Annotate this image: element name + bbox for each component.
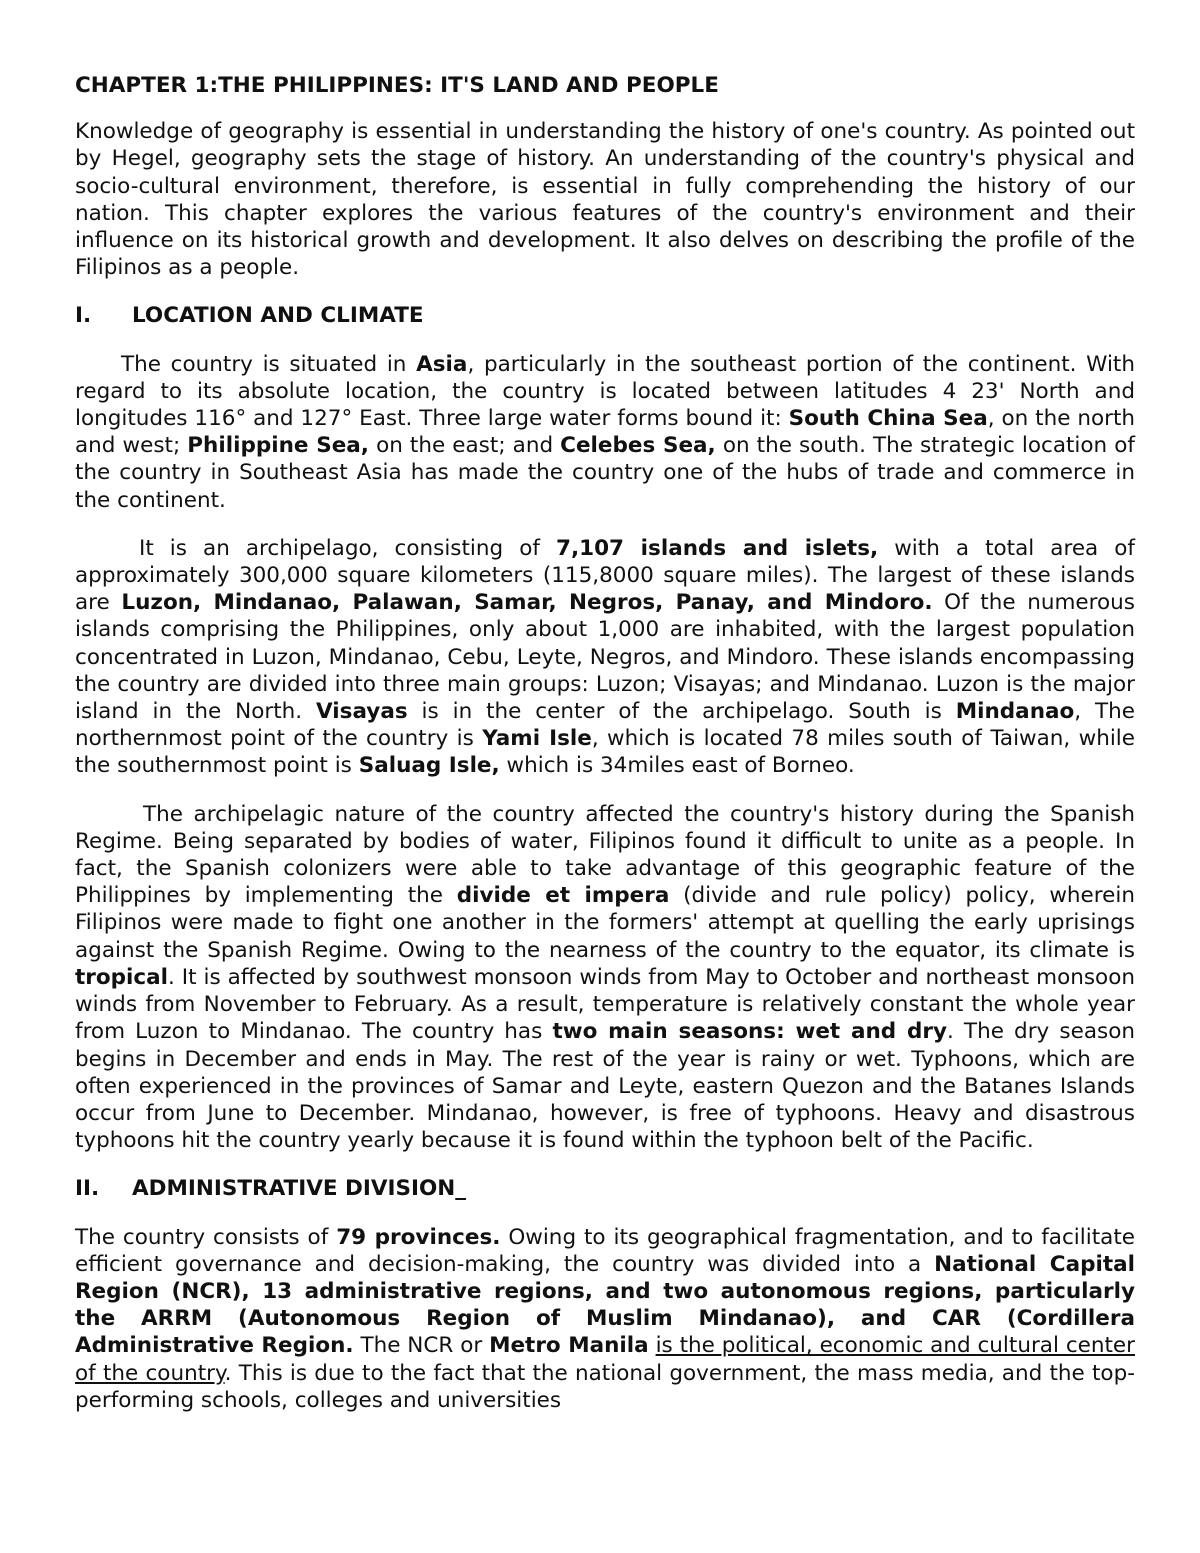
section-number: II. xyxy=(75,1176,100,1202)
administrative-paragraph xyxy=(75,1224,1135,1414)
archipelago-paragraph xyxy=(75,535,1135,780)
text-run: The country is situated in xyxy=(121,351,417,377)
chapter-title: CHAPTER 1:THE PHILIPPINES: IT'S LAND AND PEOPLE xyxy=(75,73,719,98)
text-run: which is 34miles east of Borneo. xyxy=(499,753,855,779)
bold-term-saluag-isle: Saluag Isle, xyxy=(358,753,500,779)
bold-term-largest-islands: Luzon, Mindanao, Palawan, Samar, Negros, Panay, and Mindoro. xyxy=(121,590,933,616)
bold-term-asia: Asia xyxy=(416,351,468,377)
text-run: (divide and rule policy) policy, wherein Filipinos were made to fight one another in the formers' attempt at quelling the early uprisings against the Spanish Regime. Owing to the nearness of the country to the equator, its climate is xyxy=(75,883,1135,963)
text-run: with a total area of approximately 300,000 square kilometers (115,8000 square miles). The largest of these islands are xyxy=(75,535,1135,616)
climate-paragraph xyxy=(75,801,1135,1155)
bold-term-provinces: 79 provinces. xyxy=(336,1224,501,1250)
bold-term-tropical: tropical xyxy=(75,964,169,990)
bold-term-regions: National Capital Region (NCR), 13 administrative regions, and two autonomous regions, particularly the ARRM (Autonomous Region of Muslim Mindanao), and CAR (Cordillera Administrative Region. xyxy=(75,1251,1136,1359)
text-run xyxy=(649,1333,656,1358)
underlined-phrase: is the political, economic and cultural center of the country xyxy=(75,1333,1135,1386)
bold-term-visayas: Visayas xyxy=(316,699,408,725)
section-title: ADMINISTRATIVE DIVISION_ xyxy=(132,1176,467,1202)
bold-term-seasons: two main seasons: wet and dry xyxy=(552,1019,947,1045)
text-run: The country consists of xyxy=(75,1224,337,1250)
section-heading-location-climate xyxy=(75,302,1135,329)
bold-term-metro-manila: Metro Manila xyxy=(489,1333,649,1359)
bold-term-islands-count: 7,107 islands and islets, xyxy=(555,535,879,561)
section-heading-administrative-division xyxy=(75,1175,1135,1202)
text-run: , The northernmost point of the country is xyxy=(75,699,1135,752)
intro-paragraph: Knowledge of geography is essential in understanding the history of one's country. As pointed out by Hegel, geography sets the stage of history. An understanding of the country's physical and socio-cultural environment, therefore, is essential in fully comprehending the history of our nation. This chapter explores the various features of the country's environment and their influence on its historical growth and development. It also delves on describing the profile of the Filipinos as a people. xyxy=(75,119,1135,281)
document-page xyxy=(75,72,1135,1435)
text-run: Of the numerous islands comprising the Philippines, only about 1,000 are inhabited, with the largest population concentrated in Luzon, Mindanao, Cebu, Leyte, Negros, and Mindoro. These islands encompassing the country are divided into three main groups: Luzon; Visayas; and Mindanao. Luzon is the major island in the North. xyxy=(75,590,1135,725)
text-run: on the east; and xyxy=(368,433,561,459)
section-number: I. xyxy=(75,303,92,329)
text-run: The archipelagic nature of the country affected the country's history during the Spanish Regime. Being separated by bodies of water, Filipinos found it difficult to unite as a people. In fact, the Spanish colonizers were able to take advantage of this geographic feature of the Philippines by implementing the xyxy=(75,801,1135,909)
location-paragraph xyxy=(75,351,1135,514)
text-run: Owing to its geographical fragmentation, and to facilitate efficient governance and decision-making, the country was divided into a xyxy=(75,1224,1135,1277)
text-run: is in the center of the archipelago. South is xyxy=(407,699,956,725)
text-run: , on the north and west; xyxy=(75,406,1136,459)
bold-term-yami-isle: Yami Isle xyxy=(482,726,592,752)
text-run: , which is located 78 miles south of Taiwan, while the southernmost point is xyxy=(75,726,1136,779)
text-run: It is an archipelago, consisting of xyxy=(139,535,556,561)
bold-term-philippine-sea: Philippine Sea, xyxy=(187,433,369,459)
text-run: . It is affected by southwest monsoon winds from May to October and northeast monsoon winds from November to February. As a result, temperature is relatively constant the whole year from Luzon to Mindanao. The country has xyxy=(75,964,1135,1045)
text-run: The NCR or xyxy=(353,1333,490,1359)
bold-term-celebes-sea: Celebes Sea, xyxy=(560,433,716,459)
text-run: on the south. The strategic location of the country in Southeast Asia has made the country one of the hubs of trade and commerce in the continent. xyxy=(75,433,1135,513)
text-run: . This is due to the fact that the national government, the mass media, and the top-performing schools, colleges and universities xyxy=(75,1360,1135,1413)
text-run: . The dry season begins in December and ends in May. The rest of the year is rainy or wet. Typhoons, which are often experienced in the provinces of Samar and Leyte, eastern Quezon and the Batanes Islands occur from June to December. Mindanao, however, is free of typhoons. Heavy and disastrous typhoons hit the country yearly because it is found within the typhoon belt of the Pacific. xyxy=(75,1019,1135,1154)
bold-term-mindanao: Mindanao xyxy=(955,699,1075,725)
text-run: , particularly in the southeast portion of the continent. With regard to its absolute location, the country is located between latitudes 4 23' North and longitudes 116° and 127° East. Three large water forms bound it: xyxy=(75,351,1135,432)
section-title: LOCATION AND CLIMATE xyxy=(132,303,424,329)
bold-term-south-china-sea: South China Sea xyxy=(788,406,988,432)
bold-term-divide-et-impera: divide et impera xyxy=(456,883,670,909)
